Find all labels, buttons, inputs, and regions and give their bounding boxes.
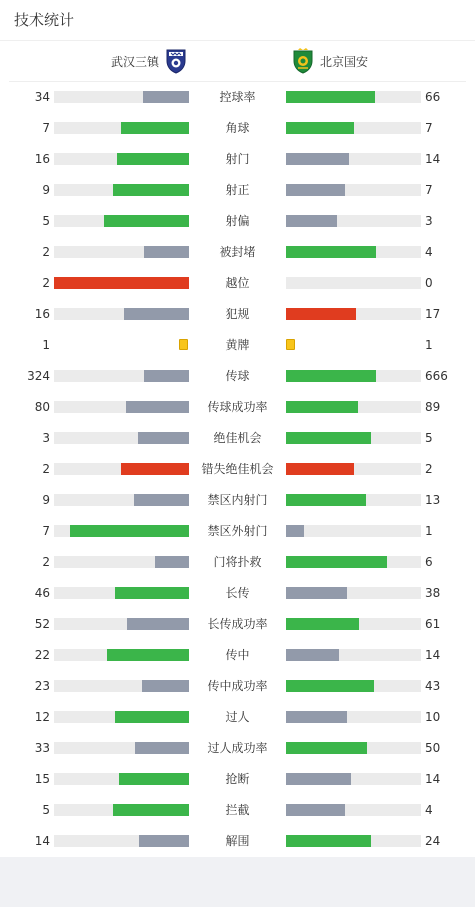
stat-row [0,268,475,299]
away-stat-value: 7 [425,121,433,135]
home-stat-bar [54,742,189,754]
stat-row [0,113,475,144]
home-stat-bar-fill [124,308,189,320]
stat-label: 角球 [225,121,250,135]
home-stat-bar-fill [127,618,189,630]
stat-label: 过人成功率 [207,741,268,755]
home-stat-bar [54,494,189,506]
home-stat-bar [54,215,189,227]
away-stat-bar-fill [286,432,371,444]
home-stat-value: 52 [34,617,50,631]
stat-label: 传球成功率 [207,400,268,414]
home-stat-value: 2 [42,462,50,476]
home-stat-bar [54,556,189,568]
home-stat-bar-fill [115,587,189,599]
stat-label: 射正 [225,183,250,197]
stat-row [0,733,475,764]
away-yellow-card-icon [286,339,295,350]
away-team[interactable] [292,47,368,75]
stat-row [0,175,475,206]
stat-row [0,702,475,733]
away-stat-value: 66 [425,90,441,104]
away-stat-bar-fill [286,153,349,165]
away-stat-value: 3 [425,214,433,228]
home-stat-bar-fill [142,680,189,692]
away-stat-bar [286,122,421,134]
away-stat-value: 61 [425,617,441,631]
away-stat-bar [286,432,421,444]
panel-title: 技术统计 [14,11,75,29]
away-stat-value: 6 [425,555,433,569]
home-stat-value: 324 [27,369,50,383]
home-stat-value: 46 [34,586,50,600]
away-stat-bar [286,246,421,258]
stat-row [0,485,475,516]
away-stat-bar-fill [286,122,354,134]
stat-row [0,423,475,454]
away-stat-value: 38 [425,586,441,600]
stat-row [0,361,475,392]
stat-label: 门将扑救 [213,555,262,569]
stat-row [0,454,475,485]
home-stat-value: 7 [42,121,50,135]
away-stat-bar [286,277,421,289]
home-stat-bar [54,587,189,599]
away-stat-value: 14 [425,648,441,662]
stat-row [0,299,475,330]
away-stat-value: 4 [425,245,433,259]
stat-label: 越位 [225,276,250,290]
away-stat-bar-fill [286,711,347,723]
home-stat-value: 2 [42,276,50,290]
home-stat-bar [54,308,189,320]
away-stat-bar-fill [286,556,387,568]
away-stat-bar [286,215,421,227]
away-stat-bar [286,711,421,723]
home-team-name: 武汉三镇 [110,54,159,69]
stat-row [0,609,475,640]
home-stat-bar [54,525,189,537]
away-stat-value: 89 [425,400,441,414]
home-stat-bar-fill [135,742,189,754]
stat-row [0,237,475,268]
away-stat-value: 5 [425,431,433,445]
home-stat-value: 34 [34,90,50,104]
away-stat-bar [286,370,421,382]
away-stat-bar [286,804,421,816]
home-stat-value: 2 [42,555,50,569]
stat-row [0,764,475,795]
stat-row [0,547,475,578]
away-stat-value: 4 [425,803,433,817]
away-stat-bar [286,649,421,661]
away-stat-bar [286,184,421,196]
away-stat-value: 1 [425,524,433,538]
home-stat-bar-fill [117,153,189,165]
away-stat-bar-fill [286,649,339,661]
stat-row [0,826,475,857]
home-stat-value: 9 [42,493,50,507]
away-team-crest-icon [292,48,314,74]
home-stat-bar-fill [113,804,189,816]
away-stat-bar [286,463,421,475]
away-stat-value: 13 [425,493,441,507]
stat-label: 解围 [225,834,250,848]
away-stat-bar [286,680,421,692]
away-stat-bar-fill [286,463,354,475]
away-stat-bar-fill [286,618,359,630]
home-team[interactable] [111,47,187,75]
home-stat-value: 9 [42,183,50,197]
home-stat-bar [54,91,189,103]
home-stat-bar [54,370,189,382]
away-team-name: 北京国安 [320,54,369,69]
away-stat-bar [286,401,421,413]
away-stat-bar-fill [286,525,304,537]
away-stat-value: 666 [425,369,448,383]
away-stat-bar [286,587,421,599]
home-stat-bar [54,432,189,444]
home-stat-bar [54,184,189,196]
away-stat-value: 14 [425,772,441,786]
stat-label: 绝佳机会 [213,431,262,445]
away-stat-bar [286,153,421,165]
away-stat-bar-fill [286,184,345,196]
away-stat-bar-fill [286,91,375,103]
away-stat-bar-fill [286,742,367,754]
stats-list [0,82,475,857]
away-stat-value: 24 [425,834,441,848]
away-stat-bar [286,556,421,568]
away-stat-bar-fill [286,773,351,785]
away-stat-bar-fill [286,308,356,320]
home-stat-value: 14 [34,834,50,848]
home-stat-value: 1 [42,338,50,352]
home-stat-bar-fill [138,432,189,444]
away-stat-value: 43 [425,679,441,693]
home-stat-bar-fill [126,401,189,413]
stat-row [0,206,475,237]
stat-label: 长传 [225,586,250,600]
home-stat-value: 2 [42,245,50,259]
stat-label: 射门 [225,152,250,166]
home-stat-bar-fill [121,122,189,134]
stat-label: 禁区内射门 [207,493,268,507]
stat-label: 射偏 [225,214,250,228]
away-stat-value: 17 [425,307,441,321]
home-stat-value: 15 [34,772,50,786]
away-stat-value: 14 [425,152,441,166]
away-stat-bar [286,494,421,506]
stat-label: 禁区外射门 [207,524,268,538]
home-stat-value: 22 [34,648,50,662]
home-stat-bar [54,277,189,289]
away-stat-bar-fill [286,587,347,599]
home-stat-value: 16 [34,307,50,321]
home-stat-bar-fill [104,215,189,227]
away-stat-value: 2 [425,462,433,476]
home-stat-bar [54,649,189,661]
away-stat-bar-fill [286,835,371,847]
away-stat-bar [286,525,421,537]
stat-label: 传中成功率 [207,679,268,693]
home-stat-bar-fill [70,525,189,537]
home-stat-value: 12 [34,710,50,724]
stat-label: 控球率 [219,90,256,104]
home-stat-value: 16 [34,152,50,166]
away-stat-bar-fill [286,215,337,227]
away-stat-bar [286,618,421,630]
home-stat-value: 7 [42,524,50,538]
stat-label: 传球 [225,369,250,383]
home-stat-bar [54,835,189,847]
title-divider [0,40,475,41]
home-stat-value: 23 [34,679,50,693]
stat-row [0,578,475,609]
stat-row [0,82,475,113]
home-stat-bar [54,804,189,816]
stat-row [0,392,475,423]
away-stat-value: 7 [425,183,433,197]
home-stat-bar-fill [144,370,189,382]
stat-label: 被封堵 [219,245,256,259]
stat-row [0,330,475,361]
home-stat-bar-fill [54,277,189,289]
stat-row [0,795,475,826]
away-stat-bar-fill [286,246,376,258]
stat-label: 犯规 [225,307,250,321]
home-stat-bar-fill [107,649,189,661]
home-stat-bar-fill [119,773,189,785]
home-team-crest-icon [165,48,187,74]
away-stat-bar [286,773,421,785]
home-stat-bar [54,680,189,692]
stat-label: 错失绝佳机会 [201,462,274,476]
home-stat-value: 3 [42,431,50,445]
away-stat-value: 0 [425,276,433,290]
away-stat-bar [286,835,421,847]
away-stat-bar-fill [286,680,374,692]
stat-label: 黄牌 [225,338,250,352]
away-stat-bar [286,308,421,320]
home-stat-bar [54,618,189,630]
stat-label: 长传成功率 [207,617,268,631]
away-stat-bar-fill [286,494,366,506]
stat-row [0,144,475,175]
home-stat-bar-fill [139,835,189,847]
stat-label: 传中 [225,648,250,662]
away-stat-bar [286,91,421,103]
stat-row [0,516,475,547]
away-stat-value: 50 [425,741,441,755]
home-stat-value: 5 [42,214,50,228]
home-stat-bar [54,463,189,475]
away-stat-value: 1 [425,338,433,352]
away-stat-bar-fill [286,401,358,413]
home-stat-bar [54,246,189,258]
home-stat-bar [54,773,189,785]
stat-row [0,671,475,702]
stat-row [0,640,475,671]
home-stat-bar [54,122,189,134]
home-stat-bar [54,153,189,165]
stat-label: 拦截 [225,803,250,817]
home-stat-bar-fill [134,494,189,506]
away-stat-bar-fill [286,370,376,382]
home-stat-bar [54,711,189,723]
away-stat-value: 10 [425,710,441,724]
home-stat-bar-fill [144,246,189,258]
stat-label: 过人 [225,710,250,724]
home-stat-bar [54,401,189,413]
home-yellow-card-icon [179,339,188,350]
home-stat-value: 33 [34,741,50,755]
home-stat-bar-fill [121,463,189,475]
home-stat-value: 5 [42,803,50,817]
home-stat-bar-fill [113,184,189,196]
home-stat-bar-fill [143,91,189,103]
away-stat-bar-fill [286,804,345,816]
away-stat-bar [286,742,421,754]
home-stat-bar-fill [155,556,189,568]
stat-label: 抢断 [225,772,250,786]
home-stat-bar-fill [115,711,189,723]
home-stat-value: 80 [34,400,50,414]
